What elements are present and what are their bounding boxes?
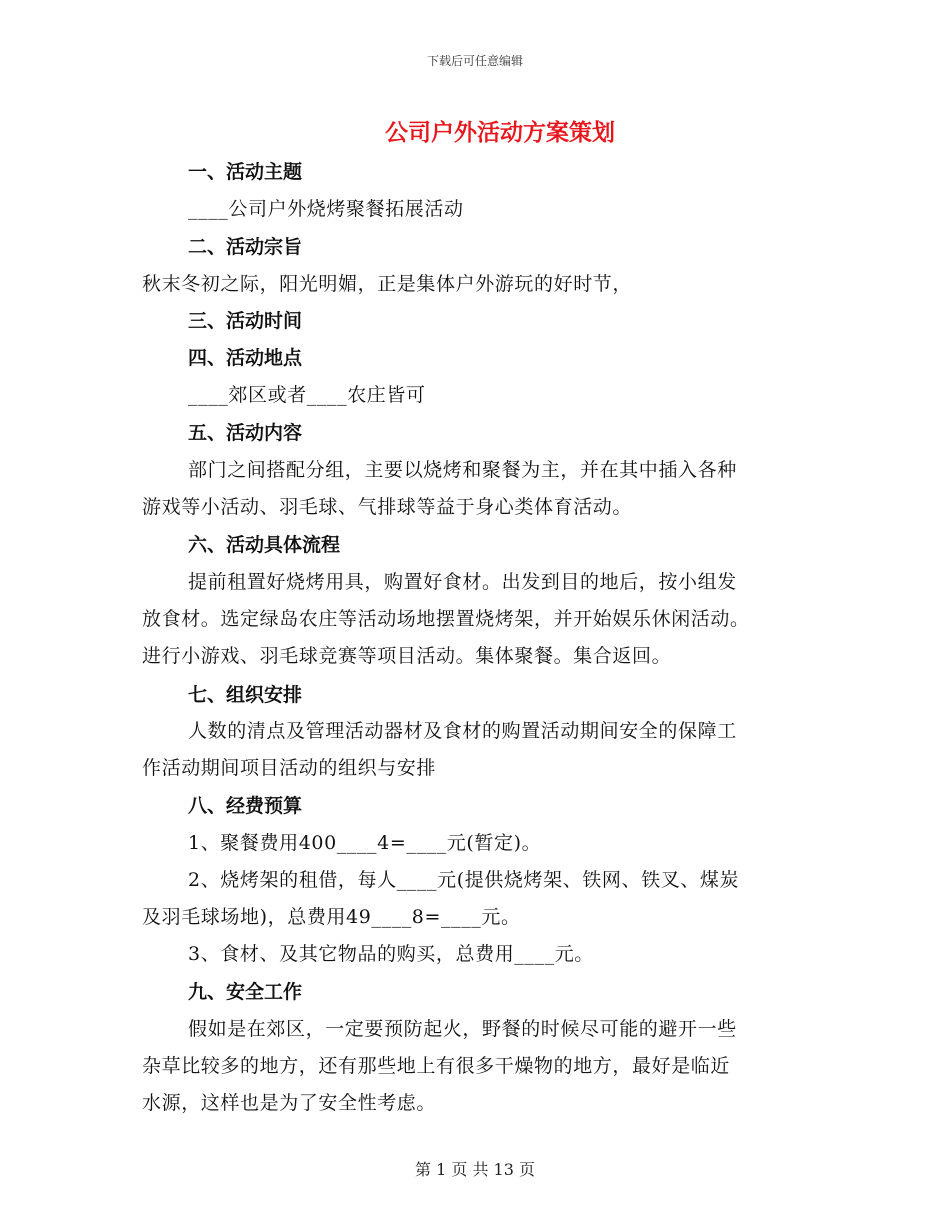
paragraph-line: 杂草比较多的地方，还有那些地上有很多干燥物的地方，最好是临近 [142,1055,731,1077]
section-heading-content: 五、活动内容 [188,422,303,444]
section-heading-time: 三、活动时间 [188,310,303,332]
section-heading-budget: 八、经费预算 [188,795,303,817]
paragraph-line: 3、食材、及其它物品的购买，总费用____元。 [188,943,594,965]
paragraph-line: 及羽毛球场地)，总费用49____8=____元。 [142,906,521,928]
section-heading-process: 六、活动具体流程 [188,534,341,556]
section-heading-theme: 一、活动主题 [188,161,303,183]
page-footer: 第 1 页 共 13 页 [415,1160,535,1179]
paragraph-line: 1、聚餐费用400____4=____元(暂定)。 [188,832,542,854]
paragraph-line: 进行小游戏、羽毛球竞赛等项目活动。集体聚餐。集合返回。 [142,645,672,667]
paragraph-line: 放食材。选定绿岛农庄等活动场地摆置烧烤架，并开始娱乐休闲活动。 [142,608,750,630]
document-title: 公司户外活动方案策划 [385,120,615,146]
paragraph-line: 作活动期间项目活动的组织与安排 [142,757,437,779]
paragraph-line: 人数的清点及管理活动器材及食材的购置活动期间安全的保障工 [188,720,737,742]
paragraph-line: 水源，这样也是为了安全性考虑。 [142,1092,437,1114]
page-header: 下载后可任意编辑 [426,54,523,68]
paragraph-line: 2、烧烤架的租借，每人____元(提供烧烤架、铁网、铁叉、煤炭 [188,869,740,891]
paragraph-line: ____公司户外烧烤聚餐拓展活动 [188,198,464,220]
paragraph-line: ____郊区或者____农庄皆可 [188,384,426,406]
paragraph-line: 假如是在郊区，一定要预防起火，野餐的时候尽可能的避开一些 [188,1018,737,1040]
paragraph-line: 部门之间搭配分组，主要以烧烤和聚餐为主，并在其中插入各种 [188,459,737,481]
section-heading-safety: 九、安全工作 [188,981,303,1003]
paragraph-line: 提前租置好烧烤用具，购置好食材。出发到目的地后，按小组发 [188,571,737,593]
section-heading-purpose: 二、活动宗旨 [188,236,303,258]
paragraph-line: 秋末冬初之际，阳光明媚，正是集体户外游玩的好时节， [142,273,633,295]
section-heading-organization: 七、组织安排 [188,684,303,706]
section-heading-location: 四、活动地点 [188,347,303,369]
paragraph-line: 游戏等小活动、羽毛球、气排球等益于身心类体育活动。 [142,496,633,518]
